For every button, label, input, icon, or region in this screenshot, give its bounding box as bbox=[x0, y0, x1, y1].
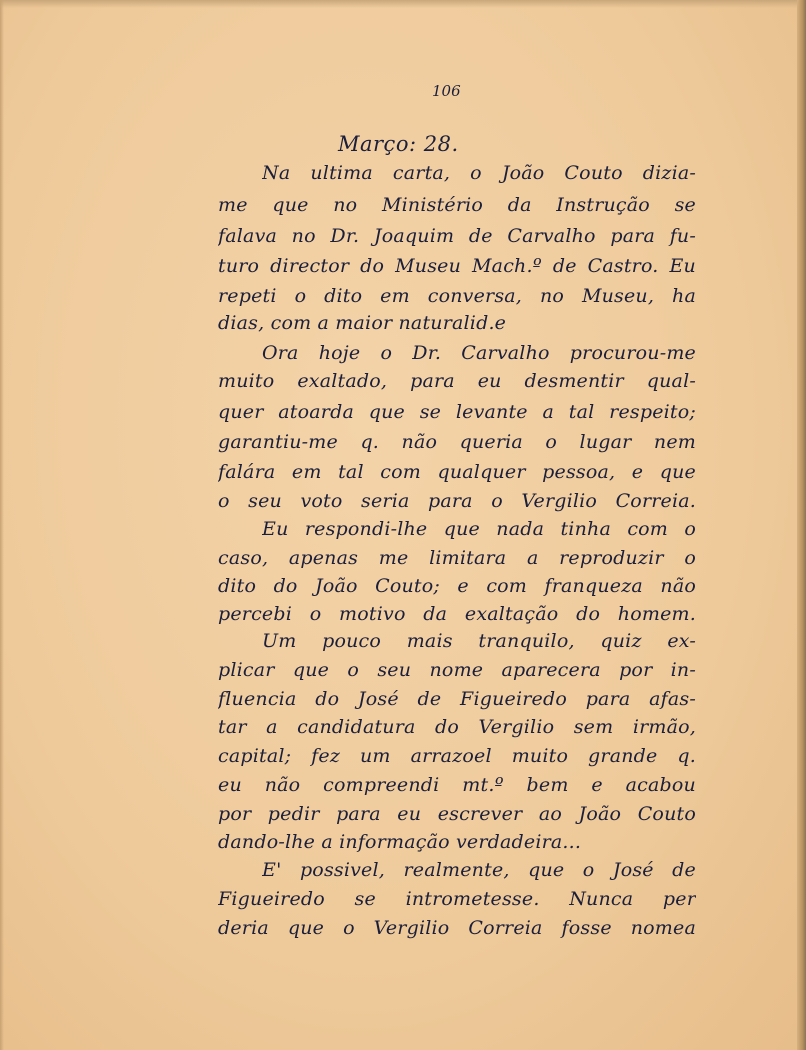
text-line: percebi o motivo da exaltação do homem. bbox=[218, 603, 696, 625]
text-line: Na ultima carta, o João Couto dizia- bbox=[262, 162, 696, 184]
entry-date: Março: 28. bbox=[338, 132, 459, 156]
text-line: tar a candidatura do Vergilio sem irmão, bbox=[218, 716, 696, 738]
text-line: por pedir para eu escrever ao João Couto bbox=[218, 803, 696, 825]
text-line: falára em tal com qualquer pessoa, e que bbox=[218, 461, 696, 483]
text-line: garantiu-me q. não queria o lugar nem bbox=[218, 431, 696, 453]
text-line: plicar que o seu nome aparecera por in- bbox=[218, 659, 696, 681]
text-line: E' possivel, realmente, que o José de bbox=[262, 859, 696, 881]
text-line: dito do João Couto; e com franqueza não bbox=[218, 575, 696, 597]
text-line: fluencia do José de Figueiredo para afas- bbox=[218, 688, 696, 710]
text-line: turo director do Museu Mach.º de Castro. Eu bbox=[218, 255, 696, 277]
text-line: Eu respondi-lhe que nada tinha com o bbox=[262, 518, 696, 540]
page-number: 106 bbox=[432, 82, 461, 100]
page-left-edge bbox=[0, 0, 4, 1050]
text-line: deria que o Vergilio Correia fosse nomea bbox=[218, 917, 696, 939]
text-line: repeti o dito em conversa, no Museu, ha bbox=[218, 285, 696, 307]
text-line: dando-lhe a informação verdadeira... bbox=[218, 831, 582, 853]
text-line: Figueiredo se intrometesse. Nunca per bbox=[218, 888, 696, 910]
text-line: Um pouco mais tranquilo, quiz ex- bbox=[262, 630, 696, 652]
page-right-edge bbox=[797, 0, 806, 1050]
text-line: eu não compreendi mt.º bem e acabou bbox=[218, 774, 696, 796]
text-line: capital; fez um arrazoel muito grande q. bbox=[218, 745, 696, 767]
text-line: muito exaltado, para eu desmentir qual- bbox=[218, 370, 696, 392]
text-line: caso, apenas me limitara a reproduzir o bbox=[218, 547, 696, 569]
text-line: o seu voto seria para o Vergilio Correia. bbox=[218, 490, 696, 512]
text-line: dias, com a maior naturalid.e bbox=[218, 312, 507, 334]
text-line: falava no Dr. Joaquim de Carvalho para fu- bbox=[218, 225, 696, 247]
text-line: Ora hoje o Dr. Carvalho procurou-me bbox=[262, 342, 696, 364]
text-line: me que no Ministério da Instrução se bbox=[218, 194, 696, 216]
text-line: quer atoarda que se levante a tal respeito; bbox=[218, 401, 696, 423]
